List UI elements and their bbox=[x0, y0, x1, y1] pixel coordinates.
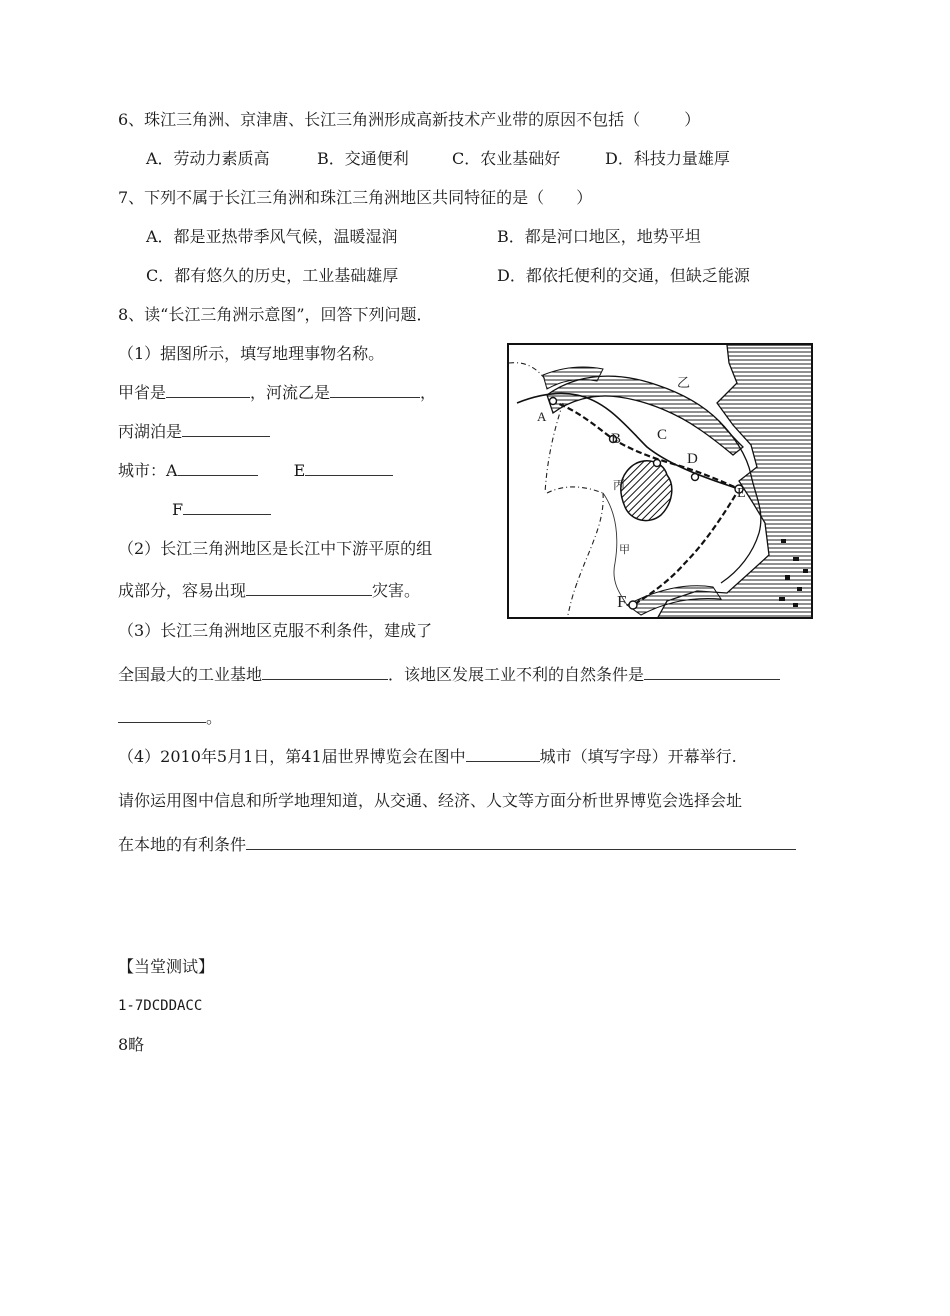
q7-option-a: A．都是亚热带季风气候，温暖湿润 bbox=[146, 227, 398, 246]
q8-part3-line1: （3）长江三角洲地区克服不利条件，建成了 bbox=[118, 621, 433, 640]
city-f-blank[interactable] bbox=[183, 500, 271, 515]
q8-part3-end: 。 bbox=[206, 708, 223, 727]
q8-part1-line3 bbox=[118, 460, 393, 482]
bing-lake-blank[interactable] bbox=[182, 422, 270, 437]
q8-city-e-label: E bbox=[293, 461, 306, 480]
city-e-blank[interactable] bbox=[305, 461, 393, 476]
q7-option-b: B．都是河口地区，地势平坦 bbox=[497, 227, 701, 246]
q6-option-c: C．农业基础好 bbox=[452, 149, 561, 168]
city-a-blank[interactable] bbox=[178, 461, 258, 476]
map-label-jia: 甲 bbox=[619, 544, 630, 556]
answers-line2: 8略 bbox=[118, 1035, 145, 1054]
q6-stem-line bbox=[118, 109, 700, 131]
disaster-blank[interactable] bbox=[246, 581, 372, 596]
q6-close: ） bbox=[684, 110, 701, 129]
expo-city-blank[interactable] bbox=[466, 747, 540, 762]
q8-part3-text: 全国最大的工业基地 bbox=[118, 665, 263, 684]
q6-stem: 6、珠江三角洲、京津唐、长江三角洲形成高新技术产业带的原因不包括（ bbox=[118, 110, 641, 129]
q8-part2-line1: （2）长江三角洲地区是长江中下游平原的组 bbox=[118, 539, 433, 558]
q8-part4-text: （4）2010年5月1日，第41届世界博览会在图中 bbox=[118, 747, 466, 766]
q8-part4-line2: 请你运用图中信息和所学地理知道，从交通、经济、人文等方面分析世界博览会选择会址 bbox=[118, 791, 743, 810]
map-label-yi: 乙 bbox=[677, 375, 691, 390]
jia-province-blank[interactable] bbox=[166, 383, 250, 398]
q8-part3-line3 bbox=[118, 707, 222, 729]
q8-part1-line1 bbox=[118, 382, 436, 404]
answers-heading: 【当堂测试】 bbox=[118, 957, 215, 976]
q8-part4-line1 bbox=[118, 746, 737, 768]
unfavorable-conditions-blank-cont[interactable] bbox=[118, 708, 206, 723]
q8-comma: ， bbox=[420, 383, 437, 402]
q6-option-d: D．科技力量雄厚 bbox=[605, 149, 730, 168]
favorable-conditions-blank[interactable] bbox=[246, 835, 796, 850]
q7-stem-line bbox=[118, 187, 592, 209]
map-label-a: A bbox=[537, 409, 547, 424]
q7-option-c: C．都有悠久的历史，工业基础雄厚 bbox=[146, 266, 399, 285]
map-label-bing: 丙 bbox=[613, 478, 626, 492]
q8-part2-end: 灾害。 bbox=[372, 581, 421, 600]
answers-line1: 1-7DCDDACC bbox=[118, 998, 203, 1014]
q7-close: ） bbox=[576, 188, 593, 207]
map-label-b: B bbox=[611, 431, 622, 447]
q7-stem: 7、下列不属于长江三角洲和珠江三角洲地区共同特征的是（ bbox=[118, 188, 545, 207]
q8-city-label: 城市：A bbox=[118, 461, 178, 480]
q8-city-f-label: F bbox=[172, 500, 184, 519]
q8-part2-text: 成部分，容易出现 bbox=[118, 581, 247, 600]
q8-part4-line3 bbox=[118, 834, 796, 856]
map-label-e: E bbox=[737, 486, 746, 501]
yi-river-blank[interactable] bbox=[330, 383, 420, 398]
lake-bing bbox=[621, 461, 672, 521]
map-label-d: D bbox=[687, 451, 698, 467]
q8-part1-line2 bbox=[118, 421, 270, 443]
q8-stem: 8、读“长江三角洲示意图”，回答下列问题． bbox=[118, 305, 433, 324]
q6-option-a: A．劳动力素质高 bbox=[146, 149, 270, 168]
q6-option-b: B．交通便利 bbox=[317, 149, 409, 168]
unfavorable-conditions-blank[interactable] bbox=[644, 665, 780, 680]
q8-part1-line4 bbox=[172, 499, 271, 521]
yangtze-delta-map bbox=[507, 343, 813, 619]
q8-yi-label: ，河流乙是 bbox=[250, 383, 331, 402]
map-label-c: C bbox=[657, 427, 668, 443]
q8-part4-text2: 城市（填写字母）开幕举行. bbox=[539, 747, 737, 766]
q8-part4-text3: 在本地的有利条件 bbox=[118, 835, 247, 854]
q8-part2-line2 bbox=[118, 580, 420, 602]
q8-part3-text2: ．该地区发展工业不利的自然条件是 bbox=[388, 665, 645, 684]
q8-bing-label: 丙湖泊是 bbox=[118, 422, 183, 441]
industrial-base-blank[interactable] bbox=[262, 665, 388, 680]
q8-part1-intro: （1）据图所示，填写地理事物名称。 bbox=[118, 344, 385, 363]
q8-part3-line2 bbox=[118, 664, 780, 686]
q7-option-d: D．都依托便利的交通，但缺乏能源 bbox=[497, 266, 750, 285]
map-label-f: F bbox=[617, 592, 627, 611]
q8-jia-label: 甲省是 bbox=[118, 383, 167, 402]
